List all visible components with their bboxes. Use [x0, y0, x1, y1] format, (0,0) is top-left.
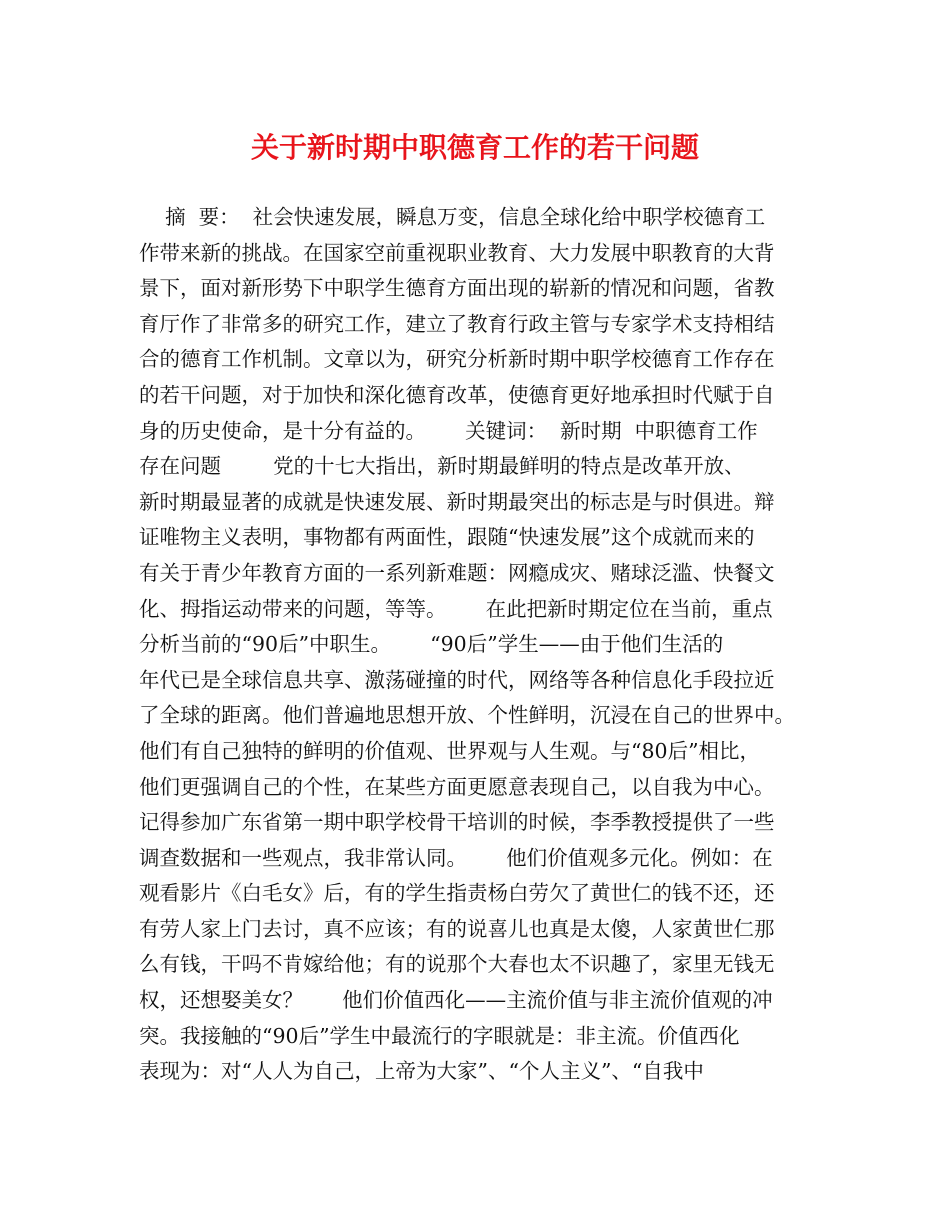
- body-line: 表现为：对“人人为自己，上帝为大家”、“个人主义”、“自我中: [139, 1059, 704, 1084]
- body-line: 合的德育工作机制。文章以为，研究分析新时期中职学校德育工作存在: [139, 347, 775, 372]
- body-line: 的若干问题，对于加快和深化德育改革，使德育更好地承担时代赋于自: [139, 382, 775, 407]
- document-body: [139, 200, 824, 1090]
- body-line: 权，还想娶美女？ 他们价值西化——主流价值与非主流价值观的冲: [139, 988, 773, 1013]
- body-line: 调查数据和一些观点，我非常认同。 他们价值观多元化。例如：在: [139, 845, 773, 870]
- body-line: 观看影片《白毛女》后，有的学生指责杨白劳欠了黄世仁的钱不还，还: [139, 881, 775, 906]
- body-line: 景下，面对新形势下中职学生德育方面出现的崭新的情况和问题，省教: [139, 276, 775, 301]
- body-line: 么有钱，干吗不肯嫁给他；有的说那个大春也太不识趣了，家里无钱无: [139, 952, 775, 977]
- body-line: 突。我接触的“90后”学生中最流行的字眼就是：非主流。价值西化: [139, 1023, 740, 1048]
- body-line: 分析当前的“90后”中职生。 “90后”学生——由于他们生活的: [139, 632, 724, 657]
- body-line: 作带来新的挑战。在国家空前重视职业教育、大力发展中职教育的大背: [139, 240, 775, 265]
- body-line: 新时期最显著的成就是快速发展、新时期最突出的标志是与时俱进。辩: [139, 489, 775, 514]
- body-line: 摘 要： 社会快速发展，瞬息万变，信息全球化给中职学校德育工: [139, 205, 766, 229]
- body-line: 他们有自己独特的鲜明的价值观、世界观与人生观。与“80后”相比，: [139, 738, 761, 763]
- body-line: 了全球的距离。他们普遍地思想开放、个性鲜明，沉浸在自己的世界中。: [139, 703, 795, 728]
- body-line: 证唯物主义表明，事物都有两面性，跟随“快速发展”这个成就而来的: [139, 525, 755, 550]
- body-line: 有劳人家上门去讨，真不应该；有的说喜儿也真是太傻，人家黄世仁那: [139, 916, 775, 941]
- document-title: 关于新时期中职德育工作的若干问题: [250, 131, 699, 164]
- body-line: 年代已是全球信息共享、激荡碰撞的时代，网络等各种信息化手段拉近: [139, 667, 775, 692]
- body-line: 化、拇指运动带来的问题，等等。 在此把新时期定位在当前，重点: [139, 596, 773, 621]
- body-line: 他们更强调自己的个性，在某些方面更愿意表现自己，以自我为中心。: [139, 774, 775, 799]
- body-line: 身的历史使命，是十分有益的。 关键词： 新时期 中职德育工作: [139, 418, 758, 443]
- body-line: 记得参加广东省第一期中职学校骨干培训的时候，李季教授提供了一些: [139, 810, 775, 835]
- body-line: 存在问题 党的十七大指出，新时期最鲜明的特点是改革开放、: [139, 454, 745, 479]
- body-line: 育厅作了非常多的研究工作，建立了教育行政主管与专家学术支持相结: [139, 311, 775, 336]
- body-line: 有关于青少年教育方面的一系列新难题：网瘾成灾、赌球泛滥、快餐文: [139, 560, 775, 585]
